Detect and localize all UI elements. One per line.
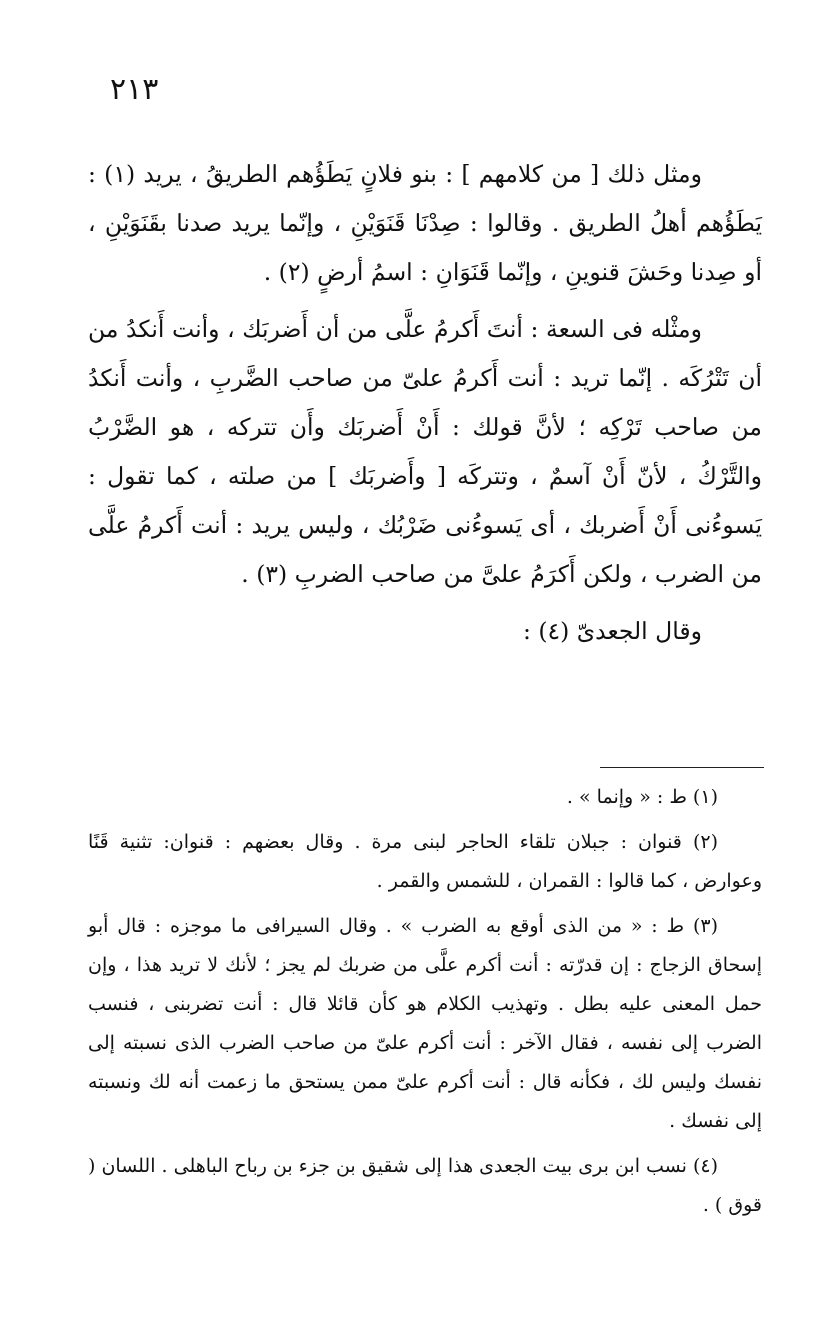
footnote: (٤) نسب ابن برى بيت الجعدى هذا إلى شقيق بن جزء بن رباح الباهلى . اللسان ( قوق ) . — [88, 1155, 762, 1216]
footnotes — [88, 778, 762, 1231]
main-text — [88, 150, 762, 664]
footnote: (١) ط : « وإنما » . — [566, 786, 718, 808]
page-number: ٢١٣ — [110, 72, 159, 107]
paragraph: ومثْله فى السعة : أنتَ أَكرمُ علَّى من أن أَضربَك ، وأنت أَنكدُ من أن تَتْرُكَه . إنّما تريد : أنت أَكرمُ علىّ من صاحب الضَّربِ ، وأنت أَنكدُ من صاحب تَرْكِه ؛ لأنَّ قولك : أَنْ أَضربَك وأَن تتركه ، هو الضَّرْبُ والتَّرْكُ ، لأنّ أَنْ آسمٌ ، وتتركَه [ وأَضربَك ] من صلته ، كما تقول : يَسوءُنى أَنْ أَضربك ، أى يَسوءُنى ضَرْبُك ، وليس يريد : أنت أَكرمُ علَّى من الضرب ، ولكن أَكرَمُ علىَّ من صاحب الضربِ (٣) . — [88, 315, 762, 588]
poet-intro: وقال الجعدىّ (٤) : — [522, 617, 702, 645]
footnote: (٢) قنوان : جبلان تلقاء الحاجر لبنى مرة . وقال بعضهم : قنوان: تثنية قَنًا وعوارض ، كما قالوا : القمران ، للشمس والقمر . — [88, 831, 762, 892]
footnote: (٣) ط : « من الذى أوقع به الضرب » . وقال السيرافى ما موجزه : قال أبو إسحاق الزجاج : إن قدرّته : أنت أكرم علَّى من ضربك لم يجز ؛ لأنك لا تريد هذا ، وإن حمل المعنى عليه بطل . وتهذيب الكلام هو كأن قائلا قال : أنت تضربنى ، فنسب الضرب إلى نفسه ، فقال الآخر : أنت أكرم علىّ من صاحب الضرب الذى نسبته إلى نفسك وليس لك ، فكأنه قال : أنت أكرم علىّ ممن يستحق ما زعمت أنه لك ونسبته إلى نفسك . — [88, 915, 762, 1132]
paragraph: ومثل ذلك [ من كلامهم ] : بنو فلانٍ يَطَؤُهم الطريقُ ، يريد (١) : يَطَؤُهم أهلُ الطريق . وقالوا : صِدْنَا قَنَوَيْنِ ، وإنّما يريد صدنا بقَنَوَيْنِ ، أو صِدنا وحَشَ قنوينِ ، وإنّما قَنَوَانِ : اسمُ أرضٍ (٢) . — [88, 160, 762, 286]
footnote-divider — [600, 767, 764, 768]
